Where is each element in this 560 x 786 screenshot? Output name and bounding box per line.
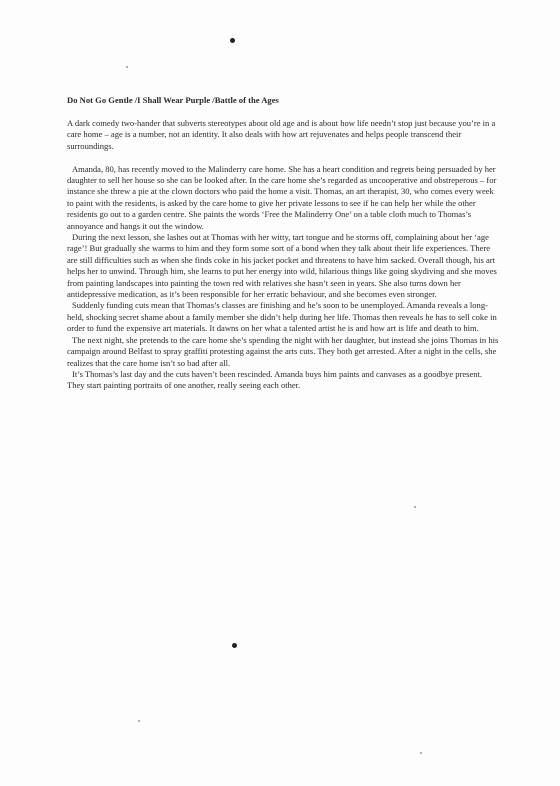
scan-speck (230, 38, 235, 43)
paragraph-synopsis: A dark comedy two-hander that subverts stereotypes about old age and is about how life needn’t stop just because you’re in a care home – age is a number, not an identity. It also deals with how art rejuvenates and helps people transcend their surroundings. (67, 118, 496, 151)
paragraph-amanda-intro: Amanda, 80, has recently moved to the Malinderry care home. She has a heart condition and regrets being persuaded by her daughter to sell her house so she can be looked after. In the care home she’s regarded as uncooperative and obstreperous – for instance she threw a pie at the clown doctors who paid the home a visit. Thomas, an art therapist, 30, who comes every week to paint with the residents, is asked by the care home to give her private lessons to see if he can help her while the other residents go out to a garden centre. She paints the words ‘Free the Malinderry One’ on a table cloth much to Thomas’s annoyance and hangs it out the window. (67, 163, 497, 231)
paragraph-funding-cuts: Suddenly funding cuts mean that Thomas’s classes are finishing and he’s soon to be unemployed. Amanda reveals a long-held, shocking secret shame about a family member she didn’t help during her life. Thomas then reveals he has to sell coke in order to fund the expensive art materials. It dawns on her what a talented artist he is and how art is life and death to him. (67, 300, 497, 334)
paragraph-next-night: The next night, she pretends to the care home she’s spending the night with her daughter, but instead she joins Thomas in his campaign around Belfast to spray graffiti protesting against the arts cuts. They both get arrested. After a night in the cells, she realizes that the care home isn’t so bad after all. (67, 334, 499, 368)
scan-speck (420, 752, 422, 754)
paragraph-last-day: It’s Thomas’s last day and the cuts haven’t been rescinded. Amanda buys him paints and canvases as a goodbye present. They start painting portraits of one another, really seeing each other. (67, 368, 483, 391)
document-title: Do Not Go Gentle /I Shall Wear Purple /Battle of the Ages (67, 95, 279, 105)
paragraph-next-lesson: During the next lesson, she lashes out at Thomas with her witty, tart tongue and he storms off, complaining about her ‘age rage’! But gradually she warms to him and they form some sort of a bond when they talk about their life experiences. There are still difficulties such as when she finds coke in his jacket pocket and threatens to have him sacked. Overall though, his art helps her to unwind. Through him, she learns to put her energy into wild, hilarious things like going skydiving and she moves from painting landscapes into painting the town red with relatives she hasn’t seen in years. She also turns down her antidepressive medication, as it’s been responsible for her erratic behaviour, and she becomes even stronger. (67, 232, 497, 300)
scan-speck (232, 643, 237, 648)
scan-speck (138, 720, 140, 722)
scan-speck (414, 506, 416, 508)
scan-speck (126, 66, 128, 68)
document-body (67, 118, 499, 392)
